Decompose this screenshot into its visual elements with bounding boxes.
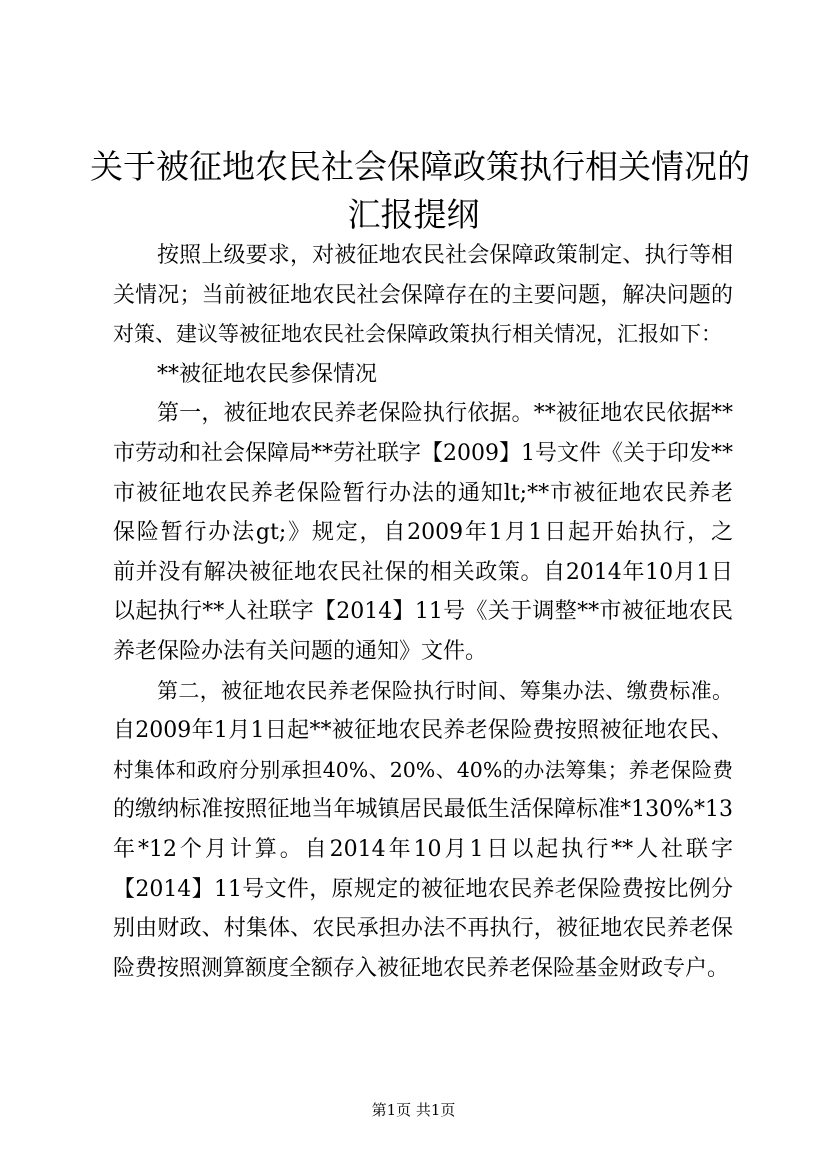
body-line: 年*12个月计算。自2014年10月1日以起执行**人社联字 [113, 836, 733, 862]
body-line: **被征地农民参保情况 [157, 361, 378, 387]
body-line: 【2014】11号文件，原规定的被征地农民养老保险费按比例分 [113, 876, 733, 902]
body-line: 对策、建议等被征地农民社会保障政策执行相关情况，汇报如下： [113, 322, 722, 347]
body-line: 险费按照测算额度全额存入被征地农民养老保险基金财政专户。 [113, 955, 730, 981]
document-body [113, 236, 733, 988]
body-line: 自2009年1月1日起**被征地农民养老保险费按照被征地农民、 [113, 718, 733, 744]
body-line: 第二，被征地农民养老保险执行时间、筹集办法、缴费标准。 [157, 678, 733, 703]
body-line: 保险暂行办法gt;》规定，自2009年1月1日起开始执行，之 [113, 520, 733, 546]
body-line: 的缴纳标准按照征地当年城镇居民最低生活保障标准*130%*13 [113, 797, 733, 823]
page-footer: 第1页 共1页 [371, 1101, 456, 1119]
body-line: 第一，被征地农民养老保险执行依据。**被征地农民依据** [157, 401, 733, 427]
body-line: 关情况；当前被征地农民社会保障存在的主要问题，解决问题的 [113, 282, 733, 308]
body-line: 前并没有解决被征地农民社保的相关政策。自2014年10月1日 [113, 559, 733, 585]
body-line: 养老保险办法有关问题的通知》文件。 [113, 638, 488, 664]
document-title [90, 143, 750, 239]
title-line-2: 汇报提纲 [347, 195, 480, 234]
body-line: 村集体和政府分别承担40%、20%、40%的办法筹集；养老保险费 [113, 757, 733, 782]
body-line: 以起执行**人社联字【2014】11号《关于调整**市被征地农民 [113, 599, 733, 625]
title-line-1: 关于被征地农民社会保障政策执行相关情况的 [90, 147, 750, 186]
body-line: 市被征地农民养老保险暂行办法的通知lt;**市被征地农民养老 [113, 480, 733, 506]
body-line: 市劳动和社会保障局**劳社联字【2009】1号文件《关于印发** [113, 440, 733, 466]
body-line: 按照上级要求，对被征地农民社会保障政策制定、执行等相 [157, 243, 733, 268]
body-line: 别由财政、村集体、农民承担办法不再执行，被征地农民养老保 [113, 916, 733, 942]
